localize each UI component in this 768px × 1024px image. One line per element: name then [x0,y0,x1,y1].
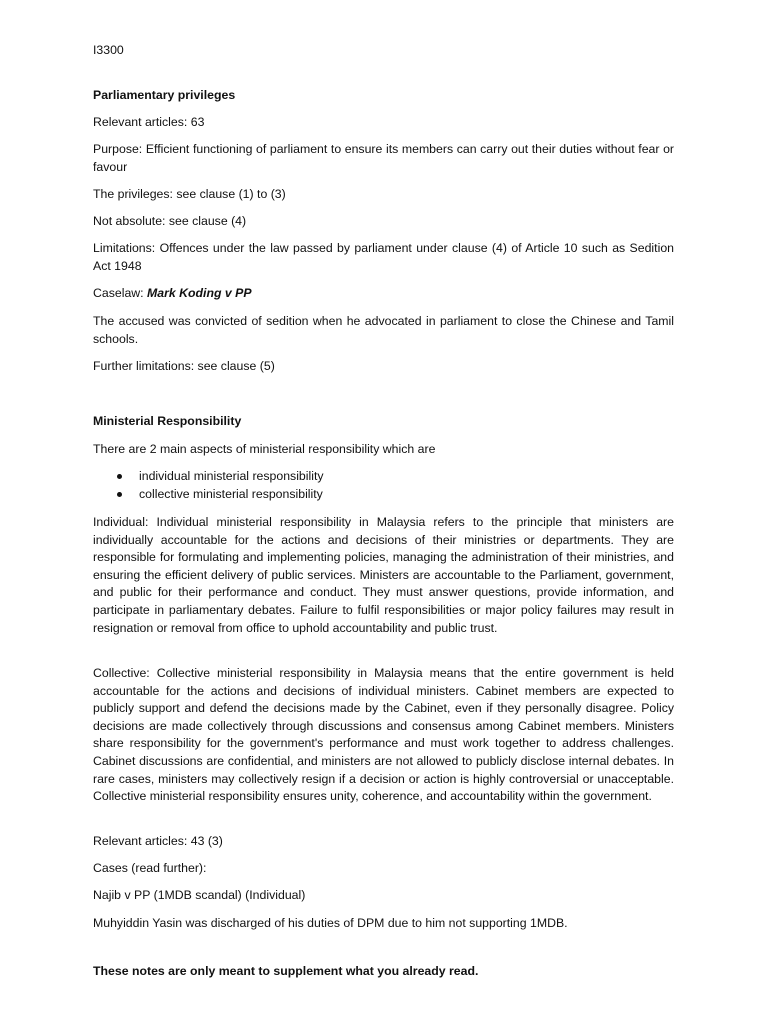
case-note-text: The accused was convicted of sedition when he advocated in parliament to close the Chinese and Tamil schools. [93,314,674,346]
caselaw-label: Caselaw: [93,286,147,300]
individual-paragraph: Individual: Individual ministerial responsibility in Malaysia refers to the principle that ministers are individually accountable for the actions and decisions of their ministries or departments. They are responsible for formulating and implementing policies, managing the administration of their ministries, and ensuring the efficient delivery of public services. Ministers are accountable to the Parliament, government, and public for their performance and conduct. They must answer questions, provide information, and participate in parliamentary debates. Failure to fulfil responsibilities or major policy failures may result in resignation or removal from office to uphold accountability and public trust. [93,515,674,635]
collective-paragraph: Collective: Collective ministerial responsibility in Malaysia means that the entire government is held accountable for the actions and decisions of individual ministers. Cabinet members are expected to publicly support and defend the decisions made by the Cabinet, even if they personally disagree. Policy decisions are made collectively through discussions and consensus among Cabinet members. Ministers share responsibility for the government's performance and must work together to address challenges. Cabinet discussions are confidential, and ministers are not allowed to publicly disclose internal debates. In rare cases, ministers may collectively resign if a decision or action is highly controversial or unacceptable. Collective ministerial responsibility ensures unity, coherence, and accountability within the government. [93,666,674,804]
bullet-icon [117,474,122,479]
relevant-articles-63: Relevant articles: 63 [93,115,205,129]
list-item-label: collective ministerial responsibility [139,487,323,501]
further-limitations-text: Further limitations: see clause (5) [93,359,275,373]
list-item [93,468,674,486]
ministerial-intro: There are 2 main aspects of ministerial responsibility which are [93,442,436,456]
heading-parliamentary-privileges: Parliamentary privileges [93,88,236,102]
list-item-label: individual ministerial responsibility [139,469,324,483]
list-item [93,486,674,504]
relevant-articles-43: Relevant articles: 43 (3) [93,834,223,848]
limitations-text: Limitations: Offences under the law passed by parliament under clause (4) of Article 10 such as Sedition Act 1948 [93,241,674,273]
document-code: I3300 [93,43,124,57]
privileges-text: The privileges: see clause (1) to (3) [93,187,286,201]
case-muhyiddin: Muhyiddin Yasin was discharged of his duties of DPM due to him not supporting 1MDB. [93,916,568,930]
heading-ministerial-responsibility: Ministerial Responsibility [93,414,242,428]
caselaw-case-name: Mark Koding v PP [147,286,252,300]
purpose-text: Purpose: Efficient functioning of parliament to ensure its members can carry out their duties without fear or favour [93,142,674,174]
not-absolute-text: Not absolute: see clause (4) [93,214,247,228]
aspects-list [93,468,674,504]
footer-note: These notes are only meant to supplement what you already read. [93,964,479,978]
bullet-icon [117,492,122,497]
case-najib: Najib v PP (1MDB scandal) (Individual) [93,888,306,902]
cases-label: Cases (read further): [93,861,207,875]
caselaw-line [93,285,674,303]
